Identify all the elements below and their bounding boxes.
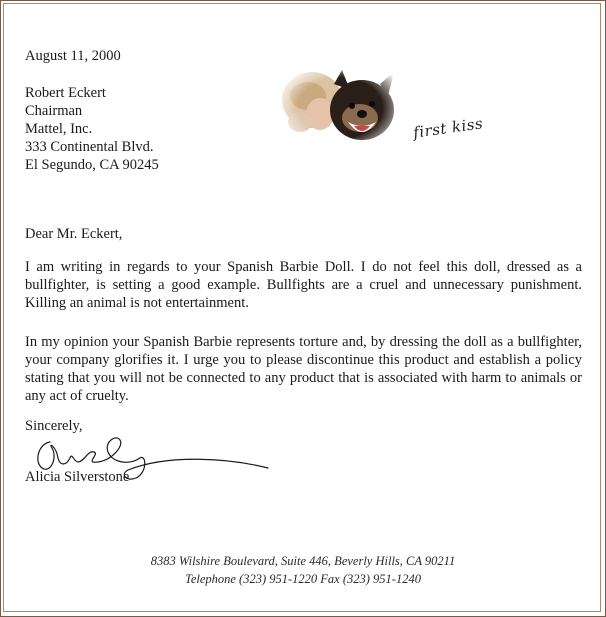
recipient-title: Chairman	[25, 103, 83, 119]
footer-contact: Telephone (323) 951-1220 Fax (323) 951-1240	[185, 572, 421, 586]
recipient-city: El Segundo, CA 90245	[25, 157, 159, 173]
recipient-street: 333 Continental Blvd.	[25, 139, 154, 155]
body-paragraph: In my opinion your Spanish Barbie represents torture and, by dressing the doll as a bullfighter, your company glorifies it. I urge you to please discontinue this product and establish a policy stating that you will not be connected to any product that is associated with harm to animals or any act of cruelty.	[25, 334, 582, 404]
closing: Sincerely,	[25, 418, 83, 434]
letter-date: August 11, 2000	[25, 48, 121, 64]
photo-caption: first kiss	[412, 114, 485, 142]
recipient-address	[25, 84, 159, 174]
letterhead-photo	[276, 62, 404, 154]
body-paragraph: I am writing in regards to your Spanish Barbie Doll. I do not feel this doll, dressed as a bullfighter, is setting a good example. Bullfights are a cruel and unnecessary punishment. Killing an animal is not entertainment.	[25, 259, 582, 311]
letterhead-footer	[0, 552, 606, 588]
recipient-name: Robert Eckert	[25, 85, 106, 101]
footer-address: 8383 Wilshire Boulevard, Suite 446, Beverly Hills, CA 90211	[150, 554, 456, 568]
signer-name: Alicia Silverstone	[25, 469, 130, 485]
salutation: Dear Mr. Eckert,	[25, 226, 123, 242]
recipient-company: Mattel, Inc.	[25, 121, 93, 137]
